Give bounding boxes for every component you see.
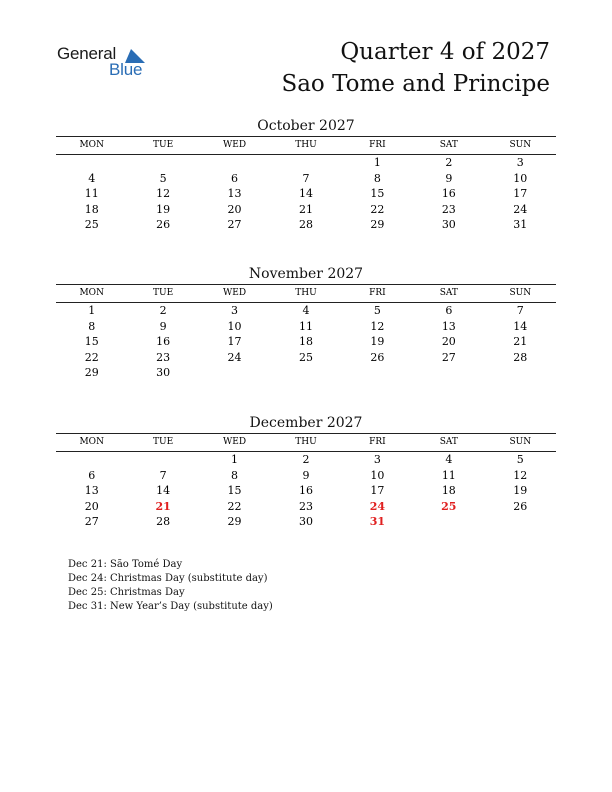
day-cell: 23 — [298, 499, 313, 513]
day-cell: 2 — [445, 156, 453, 169]
week-row — [56, 483, 556, 499]
day-cell: 14 — [513, 319, 528, 333]
day-cell: 28 — [298, 218, 313, 232]
month-december — [56, 413, 556, 530]
day-cell: 6 — [445, 304, 453, 317]
month-title: October 2027 — [257, 118, 355, 134]
empty-day-cell — [485, 365, 556, 381]
empty-day-cell — [56, 155, 127, 171]
day-cell: 15 — [370, 187, 385, 201]
day-cell: 13 — [441, 319, 456, 333]
day-cell: 20 — [441, 335, 456, 349]
weekday-header: FRI — [342, 137, 413, 155]
holiday-notes — [68, 558, 273, 614]
month-title: November 2027 — [248, 266, 364, 282]
day-cell: 23 — [441, 202, 456, 216]
day-cell: 22 — [370, 202, 385, 216]
day-cell: 12 — [156, 187, 171, 201]
day-cell: 25 — [298, 350, 313, 364]
empty-day-cell — [485, 514, 556, 530]
day-cell: 16 — [156, 335, 171, 349]
day-cell: 24 — [513, 202, 528, 216]
weekday-header: TUE — [127, 434, 198, 452]
weekday-header: WED — [199, 285, 270, 303]
day-cell: 21 — [513, 335, 528, 349]
day-cell: 5 — [373, 304, 381, 317]
day-cell: 10 — [227, 319, 242, 333]
day-cell: 7 — [159, 468, 167, 482]
day-cell: 26 — [156, 218, 171, 232]
day-cell: 18 — [441, 484, 456, 498]
calendar-grid — [56, 433, 556, 530]
day-cell: 14 — [298, 187, 313, 201]
day-cell: 24 — [227, 350, 242, 364]
day-cell: 17 — [370, 484, 385, 498]
empty-day-cell — [342, 365, 413, 381]
day-cell: 20 — [227, 202, 242, 216]
weekday-header: TUE — [127, 285, 198, 303]
day-cell: 22 — [227, 499, 242, 513]
day-cell: 3 — [373, 453, 381, 466]
week-row — [56, 452, 556, 468]
weekday-header: FRI — [342, 434, 413, 452]
calendar-grid — [56, 136, 556, 233]
day-cell: 8 — [373, 171, 381, 185]
day-cell: 19 — [370, 335, 385, 349]
day-cell: 29 — [370, 218, 385, 232]
week-row — [56, 334, 556, 350]
day-cell: 27 — [84, 515, 99, 529]
logo-word-blue: Blue — [109, 60, 143, 79]
day-cell: 13 — [227, 187, 242, 201]
day-cell: 5 — [159, 171, 167, 185]
calendar-grid — [56, 284, 556, 381]
day-cell: 26 — [370, 350, 385, 364]
day-cell: 30 — [156, 366, 171, 380]
day-cell: 11 — [441, 468, 456, 482]
day-cell: 3 — [516, 156, 524, 169]
holiday-note: Dec 31: New Year’s Day (substitute day) — [68, 601, 273, 612]
month-title: December 2027 — [249, 415, 363, 431]
week-row — [56, 303, 556, 319]
day-cell: 21 — [298, 202, 313, 216]
page-title — [281, 36, 550, 100]
day-cell: 9 — [159, 319, 167, 333]
day-cell: 1 — [231, 453, 239, 466]
calendar-body — [56, 155, 556, 233]
logo-word-general: General — [57, 44, 117, 63]
day-cell: 7 — [516, 304, 524, 317]
day-cell: 1 — [373, 156, 381, 169]
day-cell: 17 — [227, 335, 242, 349]
day-cell: 12 — [370, 319, 385, 333]
day-cell: 4 — [302, 304, 310, 317]
week-row — [56, 365, 556, 381]
weekday-header: SAT — [413, 137, 484, 155]
day-cell: 31 — [513, 218, 528, 232]
weekday-header: THU — [270, 285, 341, 303]
weekday-header: SAT — [413, 285, 484, 303]
week-row — [56, 155, 556, 171]
day-cell: 24 — [369, 499, 386, 513]
month-november — [56, 264, 556, 381]
week-row — [56, 499, 556, 515]
month-october — [56, 116, 556, 233]
generalblue-logo — [57, 44, 157, 82]
empty-day-cell — [199, 365, 270, 381]
weekday-header-row — [56, 434, 556, 452]
day-cell: 16 — [298, 484, 313, 498]
day-cell: 28 — [156, 515, 171, 529]
calendar-body — [56, 303, 556, 381]
empty-day-cell — [270, 155, 341, 171]
day-cell: 18 — [298, 335, 313, 349]
day-cell: 16 — [441, 187, 456, 201]
day-cell: 23 — [156, 350, 171, 364]
day-cell: 21 — [155, 499, 171, 513]
day-cell: 19 — [513, 484, 528, 498]
day-cell: 4 — [88, 171, 96, 185]
title-country: Sao Tome and Principe — [281, 71, 550, 97]
day-cell: 12 — [513, 468, 528, 482]
day-cell: 13 — [84, 484, 99, 498]
day-cell: 14 — [156, 484, 171, 498]
weekday-header: MON — [56, 137, 127, 155]
day-cell: 11 — [84, 187, 99, 201]
day-cell: 7 — [302, 171, 310, 185]
week-row — [56, 186, 556, 202]
day-cell: 6 — [88, 468, 96, 482]
day-cell: 25 — [441, 499, 457, 513]
weekday-header: MON — [56, 285, 127, 303]
holiday-note: Dec 21: São Tomé Day — [68, 559, 183, 570]
weekday-header: MON — [56, 434, 127, 452]
holiday-note: Dec 25: Christmas Day — [68, 587, 185, 598]
weekday-header-row — [56, 285, 556, 303]
day-cell: 8 — [231, 468, 239, 482]
day-cell: 11 — [298, 319, 313, 333]
day-cell: 22 — [84, 350, 99, 364]
week-row — [56, 171, 556, 187]
holiday-note: Dec 24: Christmas Day (substitute day) — [68, 573, 268, 584]
day-cell: 20 — [84, 499, 99, 513]
week-row — [56, 468, 556, 484]
weekday-header: SUN — [485, 434, 556, 452]
day-cell: 9 — [445, 171, 453, 185]
day-cell: 18 — [84, 202, 99, 216]
day-cell: 26 — [513, 499, 528, 513]
empty-day-cell — [127, 155, 198, 171]
week-row — [56, 514, 556, 530]
day-cell: 27 — [227, 218, 242, 232]
week-row — [56, 319, 556, 335]
day-cell: 2 — [302, 453, 310, 466]
weekday-header-row — [56, 137, 556, 155]
weekday-header: FRI — [342, 285, 413, 303]
day-cell: 15 — [84, 335, 99, 349]
weekday-header: TUE — [127, 137, 198, 155]
day-cell: 25 — [84, 218, 99, 232]
empty-day-cell — [413, 514, 484, 530]
day-cell: 2 — [159, 304, 167, 317]
day-cell: 4 — [445, 453, 453, 466]
day-cell: 27 — [441, 350, 456, 364]
weekday-header: WED — [199, 137, 270, 155]
empty-day-cell — [413, 365, 484, 381]
empty-day-cell — [127, 452, 198, 468]
week-row — [56, 202, 556, 218]
day-cell: 8 — [88, 319, 96, 333]
empty-day-cell — [199, 155, 270, 171]
day-cell: 5 — [516, 453, 524, 466]
day-cell: 29 — [227, 515, 242, 529]
empty-day-cell — [56, 452, 127, 468]
week-row — [56, 217, 556, 233]
day-cell: 28 — [513, 350, 528, 364]
day-cell: 17 — [513, 187, 528, 201]
day-cell: 30 — [298, 515, 313, 529]
day-cell: 9 — [302, 468, 310, 482]
day-cell: 1 — [88, 304, 96, 317]
week-row — [56, 350, 556, 366]
calendar-body — [56, 452, 556, 530]
day-cell: 29 — [84, 366, 99, 380]
day-cell: 19 — [156, 202, 171, 216]
day-cell: 10 — [513, 171, 528, 185]
day-cell: 6 — [231, 171, 239, 185]
weekday-header: SUN — [485, 285, 556, 303]
day-cell: 30 — [441, 218, 456, 232]
weekday-header: SUN — [485, 137, 556, 155]
weekday-header: THU — [270, 434, 341, 452]
day-cell: 15 — [227, 484, 242, 498]
weekday-header: SAT — [413, 434, 484, 452]
day-cell: 10 — [370, 468, 385, 482]
title-quarter: Quarter 4 of 2027 — [340, 39, 550, 65]
weekday-header: THU — [270, 137, 341, 155]
day-cell: 3 — [231, 304, 239, 317]
empty-day-cell — [270, 365, 341, 381]
day-cell: 31 — [369, 515, 386, 529]
weekday-header: WED — [199, 434, 270, 452]
